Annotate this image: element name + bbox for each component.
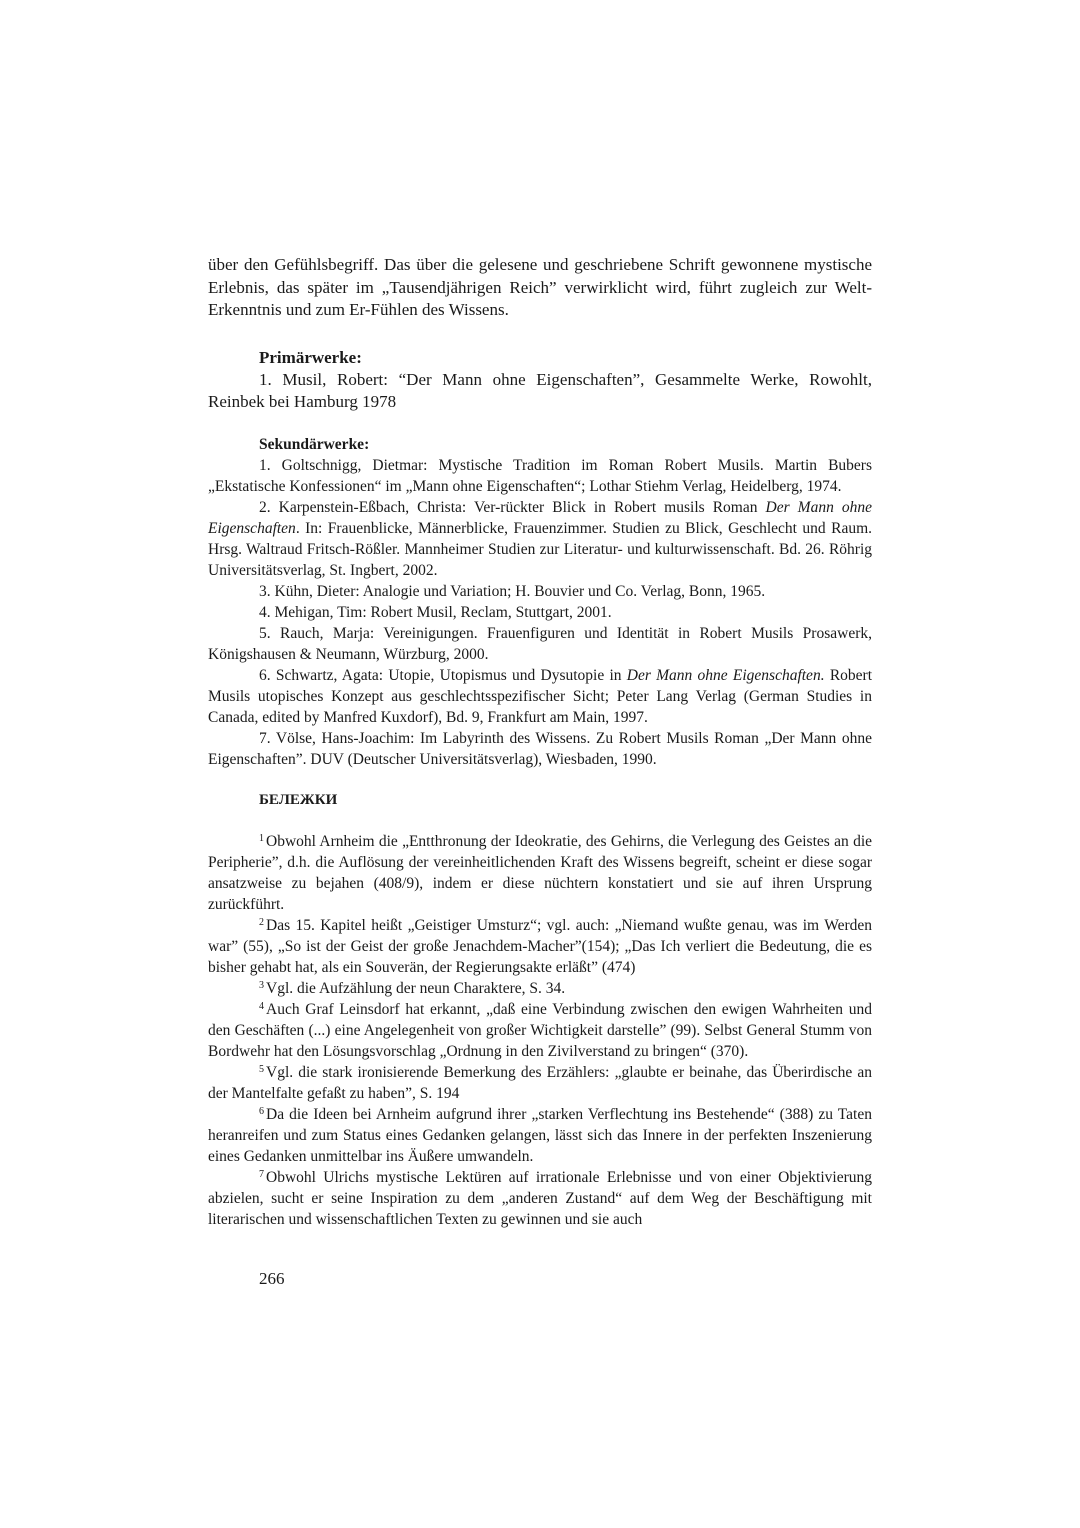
secondary-entry	[208, 623, 872, 665]
footnote	[208, 831, 872, 915]
entry-title-italic: Der Mann ohne Eigenschaften	[208, 498, 872, 537]
entry-title-italic: Der Mann ohne Eigenschaften.	[626, 666, 825, 684]
footnote-number: 3	[259, 979, 264, 991]
entry-text: 4. Mehigan, Tim: Robert Musil, Reclam, Stuttgart, 2001.	[259, 603, 612, 621]
footnote-number: 1	[259, 832, 264, 844]
footnote	[208, 1104, 872, 1167]
secondary-entry	[208, 602, 872, 623]
intro-paragraph: über den Gefühlsbegriff. Das über die gelesene und geschriebene Schrift gewonnene mystische Erlebnis, das später im „Tausendjährigen Reich” verwirklicht wird, führt zugleich zur Welt-Erkenntnis und zum Er-Fühlen des Wissens.	[208, 255, 872, 319]
footnote-text: Das 15. Kapitel heißt „Geistiger Umsturz“; vgl. auch: „Niemand wußte genau, was im Werden war” (55), „So ist der Geist der große Jenachdem-Macher”(154); „Das Ich verliert die Bedeutung, die es bisher gehabt hat, als ein Souverän, der Regierungsakte erläßt” (474)	[208, 916, 872, 976]
footnote	[208, 1062, 872, 1104]
page-body	[208, 254, 872, 1230]
footnote-text: Obwohl Arnheim die „Entthronung der Ideokratie, des Gehirns, die Verlegung des Geistes an die Peripherie”, d.h. die Auflösung der vereinheitlichenden Kraft des Wissens begreift, scheint er diese sogar ansatzweise zu bejahen (408/9), indem er diese nüchtern konstatiert und sie auf ihren Ursprung zurückführt.	[208, 832, 872, 913]
secondary-entry	[208, 665, 872, 728]
secondary-entry	[208, 728, 872, 770]
entry-text: 6. Schwartz, Agata: Utopie, Utopismus und Dysutopie in	[259, 666, 627, 684]
entry-text: 5. Rauch, Marja: Vereinigungen. Frauenfiguren und Identität in Robert Musils Prosawerk, Königshausen & Neumann, Würzburg, 2000.	[208, 624, 872, 663]
footnote-text: Vgl. die stark ironisierende Bemerkung des Erzählers: „glaubte er beinahe, das Überirdische an der Mantelfalte gefaßt zu haben”, S. 194	[208, 1063, 872, 1102]
footnote	[208, 978, 872, 999]
footnote-number: 4	[259, 1000, 264, 1012]
entry-text: 1. Goltschnigg, Dietmar: Mystische Tradition im Roman Robert Musils. Martin Bubers „Ekstatische Konfessionen“ im „Mann ohne Eigenschaften“; Lothar Stiehm Verlag, Heidelberg, 1974.	[208, 456, 872, 495]
entry-text: 2. Karpenstein-Eßbach, Christa: Ver-rückter Blick in Robert musils Roman	[259, 498, 766, 516]
page-number: 266	[259, 1269, 285, 1288]
footnote	[208, 1167, 872, 1230]
secondary-works-heading: Sekundärwerke:	[259, 435, 370, 453]
entry-text: Robert Musils utopisches Konzept aus geschlechtsspezifischer Sicht; Peter Lang Verlag (German Studies in Canada, edited by Manfred Kuxdorf), Bd. 9, Frankfurt am Main, 1997.	[208, 666, 872, 726]
footnote-number: 6	[259, 1105, 264, 1117]
footnote-text: Da die Ideen bei Arnheim aufgrund ihrer „starken Verflechtung ins Bestehende“ (388) zu Taten heranreifen und zum Status eines Gedanken gelangen, lässt sich das Innere in der perfekten Inszenierung eines Gedanken unmittelbar ins Äußere umwandeln.	[208, 1105, 872, 1165]
footnote-number: 2	[259, 916, 264, 928]
notes-heading: БЕЛЕЖКИ	[259, 791, 338, 808]
secondary-entry	[208, 455, 872, 497]
footnote-number: 5	[259, 1063, 264, 1075]
footnote	[208, 915, 872, 978]
primary-works-heading: Primärwerke:	[259, 347, 362, 367]
entry-text: 3. Kühn, Dieter: Analogie und Variation; H. Bouvier und Co. Verlag, Bonn, 1965.	[259, 582, 766, 600]
footnote-text: Vgl. die Aufzählung der neun Charaktere, S. 34.	[266, 979, 566, 997]
secondary-entry	[208, 581, 872, 602]
secondary-entry	[208, 497, 872, 581]
entry-text: 7. Völse, Hans-Joachim: Im Labyrinth des Wissens. Zu Robert Musils Roman „Der Mann ohne Eigenschaften”. DUV (Deutscher Universitätsverlag), Wiesbaden, 1990.	[208, 729, 872, 768]
entry-text: . In: Frauenblicke, Männerblicke, Frauenzimmer. Studien zu Blick, Geschlecht und Raum. Hrsg. Waltraud Fritsch-Rößler. Mannheimer Studien zur Literatur- und kulturwissenschaft. Bd. 26. Röhrig Universitätsverlag, St. Ingbert, 2002.	[208, 519, 872, 579]
footnote-text: Obwohl Ulrichs mystische Lektüren auf irrationale Erlebnisse und von einer Objektivierung abzielen, sucht er seine Inspiration zu dem „anderen Zustand“ auf dem Weg der Beschäftigung mit literarischen und wissenschaftlichen Texten zu gewinnen und sie auch	[208, 1168, 872, 1228]
footnote	[208, 999, 872, 1062]
primary-entry: 1. Musil, Robert: “Der Mann ohne Eigenschaften”, Gesammelte Werke, Rowohlt, Reinbek bei Hamburg 1978	[208, 369, 872, 411]
footnote-number: 7	[259, 1168, 264, 1180]
footnote-text: Auch Graf Leinsdorf hat erkannt, „daß eine Verbindung zwischen den ewigen Wahrheiten und den Geschäften (...) eine Angelegenheit von großer Wichtigkeit darstelle” (99). Selbst General Stumm von Bordwehr hat den Lösungsvorschlag „Ordnung in den Zivilverstand zu bringen“ (370).	[208, 1000, 872, 1060]
